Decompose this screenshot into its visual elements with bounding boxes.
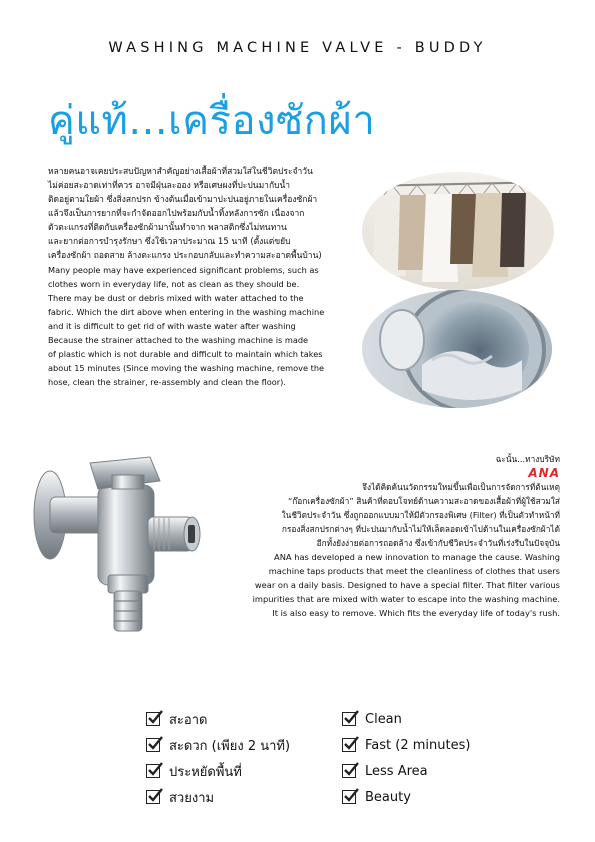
intro-thai-line: หลายคนอาจเคยประสบปัญหาสำคัญอย่างเสื้อผ้าที่สวมใส่ในชีวิตประจำวัน	[48, 167, 313, 177]
intro-thai-line: ไม่ค่อยสะอาดเท่าที่ควร อาจมีฝุ่นละออง หรือเศษผงที่ปะปนมากับน้ำ	[48, 181, 291, 191]
intro-english-line: There may be dust or debris mixed with water attached to the	[48, 293, 304, 303]
washing-machine-photo	[362, 290, 552, 408]
feature-item	[342, 784, 470, 810]
page-header: WASHING MACHINE VALVE - BUDDY	[108, 40, 487, 56]
feature-label: Fast (2 minutes)	[365, 737, 471, 753]
intro-english-line: clothes worn in everyday life, not as clean as they should be.	[48, 279, 300, 289]
intro-english	[48, 263, 370, 389]
intro-english-line: hose, clean the strainer, re-assembly and clean the floor).	[48, 377, 286, 387]
checkbox-checked-icon	[342, 790, 356, 804]
intro-english-line: and it is difficult to get rid of with waste water after washing	[48, 321, 296, 331]
brand-thai-line: ในชีวิตประจำวัน ซึ่งถูกออกแบบมาให้มีตัวกรองพิเศษ (Filter) ที่เป็นตัวทำหน้าที่	[281, 510, 560, 520]
brand-line-1-pre: ฉะนั้น...ทางบริษัท	[495, 454, 560, 464]
feature-list-english	[342, 706, 470, 810]
checkbox-checked-icon	[146, 738, 160, 752]
feature-item	[146, 784, 290, 810]
intro-thai-line: ตัวตะแกรงที่ติดกับเครื่องซักผ้ามานั้นทำจาก พลาสติกซึ่งไม่ทนทาน	[48, 223, 287, 233]
checkbox-checked-icon	[342, 712, 356, 726]
feature-item	[146, 732, 290, 758]
checkbox-checked-icon	[146, 764, 160, 778]
checkbox-checked-icon	[342, 764, 356, 778]
feature-label: สะดวก (เพียง 2 นาที)	[169, 738, 291, 754]
brand-thai-line: “ก๊อกเครื่องซักผ้า” สินค้าที่ตอบโจทย์ด้านความสะอาดของเสื้อผ้าที่ผู้ใช้สวมใส่	[287, 496, 560, 506]
intro-thai-line: แล้วจึงเป็นการยากที่จะกำจัดออกไปพร้อมกับน้ำทิ้งหลังการซัก เนื่องจาก	[48, 209, 305, 219]
checkbox-checked-icon	[146, 790, 160, 804]
brand-thai-line: กรองสิ่งสกปรกต่างๆ ที่ปะปนมากับน้ำไม่ให้เล็ดลอดเข้าไปด้านในเครื่องซักผ้าได้	[281, 524, 560, 534]
feature-label: Less Area	[365, 763, 428, 779]
intro-english-line: about 15 minutes (Since moving the washing machine, remove the	[48, 363, 325, 373]
feature-label: Clean	[365, 711, 402, 727]
brand-english-line: It is also easy to remove. Which fits the everyday life of today's rush.	[272, 608, 560, 618]
brand-description	[180, 452, 560, 620]
intro-text	[48, 165, 370, 389]
ana-logo: ANA	[528, 466, 560, 480]
feature-label: ประหยัดพื้นที่	[169, 764, 242, 780]
feature-item	[342, 732, 470, 758]
intro-english-line: fabric. Which the dirt above when entering in the washing machine	[48, 307, 325, 317]
brand-english-line: wear on a daily basis. Designed to have a special filter. That filter various	[254, 580, 560, 590]
intro-thai-line: ติดอยู่ตามใยผ้า ซึ่งสิ่งสกปรก ข้างต้นเมื่อเข้ามาปะปนอยู่ภายในเครื่องซักผ้า	[48, 195, 318, 205]
intro-english-line: Because the strainer attached to the washing machine is made	[48, 335, 309, 345]
feature-item	[146, 758, 290, 784]
brand-line-1-post: จึงได้คิดค้นนวัตกรรมใหม่ขึ้นเพื่อเป็นการจัดการที่ต้นเหตุ	[362, 482, 560, 492]
intro-english-line: of plastic which is not durable and difficult to maintain which takes	[48, 349, 323, 359]
feature-list-thai	[146, 706, 290, 810]
checkbox-checked-icon	[342, 738, 356, 752]
feature-label: สะอาด	[169, 712, 208, 728]
page-title: คู่แท้...เครื่องซักผ้า	[48, 98, 376, 144]
brand-english-line: impurities that are mixed with water to escape into the washing machine.	[252, 594, 560, 604]
brand-thai-line: อีกทั้งยังง่ายต่อการถอดล้าง ซึ่งเข้ากับชีวิตประจำวันที่เร่งรีบในปัจจุบัน	[316, 538, 560, 548]
clothes-rack-photo	[362, 172, 554, 290]
checkbox-checked-icon	[146, 712, 160, 726]
feature-item	[342, 758, 470, 784]
intro-thai-line: และยากต่อการบำรุงรักษา ซึ่งใช้เวลาประมาณ 15 นาที (ตั้งแต่ขยับ	[48, 237, 291, 247]
feature-item	[342, 706, 470, 732]
brand-english-line: ANA has developed a new innovation to manage the cause. Washing	[274, 552, 560, 562]
feature-label: สวยงาม	[169, 790, 215, 806]
brand-english-line: machine taps products that meet the cleanliness of clothes that users	[268, 566, 560, 576]
intro-thai	[48, 165, 370, 263]
feature-label: Beauty	[365, 789, 411, 805]
intro-thai-line: เครื่องซักผ้า ถอดสาย ล้างตะแกรง ประกอบกลับและทำความสะอาดพื้นบ้าน)	[48, 251, 322, 261]
brand-line-1	[180, 452, 560, 494]
intro-english-line: Many people may have experienced significant problems, such as	[48, 265, 319, 275]
feature-item	[146, 706, 290, 732]
